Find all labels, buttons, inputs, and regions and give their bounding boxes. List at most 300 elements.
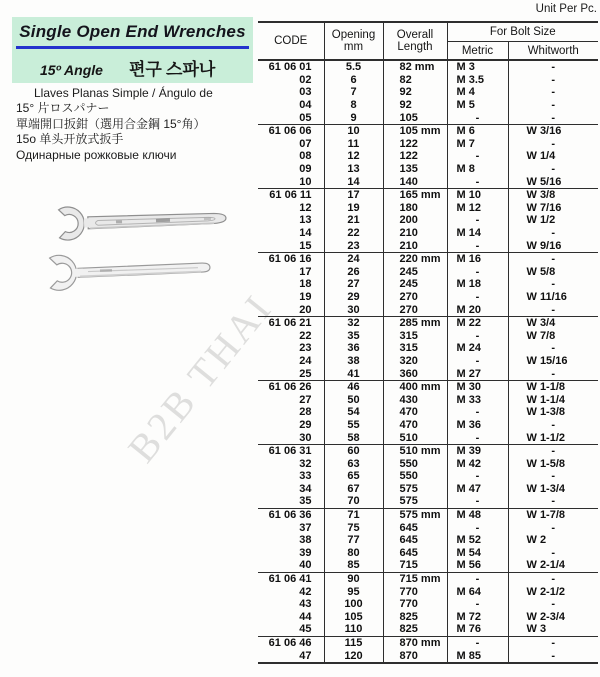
opening-cell: 13 — [324, 163, 383, 176]
opening-cell: 55 — [324, 419, 383, 432]
opening-cell: 50 — [324, 393, 383, 406]
whitworth-cell: W 3/16 — [526, 125, 562, 138]
opening-cell: 100 — [324, 598, 383, 611]
overall-length-cell: 105 mm — [383, 124, 447, 137]
metric-cell: M 30 — [447, 380, 508, 393]
table-row — [258, 202, 598, 215]
overall-length-cell: 645 — [383, 521, 447, 534]
opening-cell: 30 — [324, 303, 383, 316]
metric-cell: - — [447, 291, 508, 304]
code-cell: 24 — [258, 355, 324, 368]
code-cell: 44 — [258, 611, 324, 624]
whitworth-cell: W 3/8 — [526, 189, 556, 202]
opening-cell: 27 — [324, 278, 383, 291]
overall-length-cell: 270 — [383, 303, 447, 316]
metric-cell: - — [447, 406, 508, 419]
opening-cell: 75 — [324, 521, 383, 534]
table-row — [258, 329, 598, 342]
metric-cell: M 47 — [447, 483, 508, 496]
table-row — [258, 431, 598, 444]
table-row — [258, 291, 598, 304]
table-block — [258, 124, 598, 188]
code-cell: 08 — [258, 150, 324, 163]
opening-cell: 23 — [324, 239, 383, 252]
code-cell: 03 — [258, 86, 324, 99]
metric-cell: - — [447, 572, 508, 585]
overall-length-cell: 245 — [383, 278, 447, 291]
table-block — [258, 380, 598, 444]
metric-cell: - — [447, 470, 508, 483]
code-cell: 23 — [258, 342, 324, 355]
whitworth-cell: - — [551, 227, 556, 240]
opening-cell: 14 — [324, 175, 383, 188]
opening-cell: 85 — [324, 559, 383, 572]
code-cell: 61 06 46 — [258, 636, 324, 649]
whitworth-cell: W 7/8 — [526, 329, 556, 342]
metric-cell: M 5 — [447, 99, 508, 112]
metric-cell: M 3 — [447, 60, 508, 74]
overall-length-cell: 82 — [383, 74, 447, 87]
whitworth-cell: W 1/2 — [526, 214, 556, 227]
table-row — [258, 214, 598, 227]
metric-cell: M 56 — [447, 559, 508, 572]
code-cell: 12 — [258, 202, 324, 215]
metric-cell: M 4 — [447, 86, 508, 99]
metric-cell: - — [447, 495, 508, 508]
table-row — [258, 483, 598, 496]
overall-length-cell: 575 — [383, 495, 447, 508]
overall-length-cell: 220 mm — [383, 252, 447, 265]
metric-cell: - — [447, 355, 508, 368]
whitworth-cell: W 9/16 — [526, 239, 562, 252]
metric-cell: M 6 — [447, 124, 508, 137]
overall-length-cell: 645 — [383, 534, 447, 547]
whitworth-cell: - — [551, 163, 556, 176]
overall-length-cell: 870 mm — [383, 636, 447, 649]
code-cell: 04 — [258, 99, 324, 112]
opening-cell: 67 — [324, 483, 383, 496]
metric-cell: M 64 — [447, 585, 508, 598]
metric-cell: - — [447, 598, 508, 611]
code-cell: 34 — [258, 483, 324, 496]
whitworth-cell: - — [551, 99, 556, 112]
table-row — [258, 611, 598, 624]
metric-cell: M 10 — [447, 188, 508, 201]
overall-length-cell: 122 — [383, 150, 447, 163]
opening-cell: 70 — [324, 495, 383, 508]
table-block — [258, 572, 598, 636]
table-row — [258, 547, 598, 560]
table-row — [258, 380, 598, 393]
whitworth-cell: W 1-5/8 — [526, 457, 566, 470]
opening-cell: 54 — [324, 406, 383, 419]
overall-length-cell: 210 — [383, 239, 447, 252]
table-row — [258, 636, 598, 649]
metric-cell: - — [447, 431, 508, 444]
whitworth-cell: W 5/8 — [526, 265, 556, 278]
code-cell: 19 — [258, 291, 324, 304]
overall-length-cell: 270 — [383, 291, 447, 304]
whitworth-cell: W 3/4 — [526, 317, 556, 330]
table-row — [258, 252, 598, 265]
code-cell: 42 — [258, 585, 324, 598]
overall-length-cell: 715 — [383, 559, 447, 572]
code-cell: 28 — [258, 406, 324, 419]
metric-cell: M 27 — [447, 367, 508, 380]
opening-cell: 22 — [324, 227, 383, 240]
whitworth-cell: - — [551, 253, 556, 266]
code-cell: 30 — [258, 431, 324, 444]
overall-length-cell: 200 — [383, 214, 447, 227]
code-cell: 39 — [258, 547, 324, 560]
table-row — [258, 534, 598, 547]
whitworth-cell: - — [551, 278, 556, 291]
table-row — [258, 598, 598, 611]
opening-cell: 77 — [324, 534, 383, 547]
table-row — [258, 444, 598, 457]
column-header-metric: Metric — [447, 42, 508, 61]
opening-cell: 36 — [324, 342, 383, 355]
table-row — [258, 227, 598, 240]
metric-cell: M 52 — [447, 534, 508, 547]
opening-cell: 120 — [324, 649, 383, 663]
metric-cell: M 42 — [447, 457, 508, 470]
opening-cell: 32 — [324, 316, 383, 329]
metric-cell: - — [447, 150, 508, 163]
opening-cell: 63 — [324, 457, 383, 470]
code-cell: 29 — [258, 419, 324, 432]
overall-length-cell: 210 — [383, 227, 447, 240]
code-cell: 14 — [258, 227, 324, 240]
whitworth-cell: - — [551, 61, 556, 74]
metric-cell: M 39 — [447, 444, 508, 457]
metric-cell: - — [447, 521, 508, 534]
table-block — [258, 444, 598, 508]
opening-cell: 38 — [324, 355, 383, 368]
whitworth-cell: - — [551, 418, 556, 431]
code-cell: 61 06 11 — [258, 188, 324, 201]
whitworth-cell: - — [551, 86, 556, 99]
metric-cell: M 36 — [447, 419, 508, 432]
whitworth-cell: W 2-1/2 — [526, 585, 566, 598]
opening-cell: 11 — [324, 138, 383, 151]
table-row — [258, 239, 598, 252]
opening-cell: 65 — [324, 470, 383, 483]
metric-cell: - — [447, 175, 508, 188]
overall-length-cell: 315 — [383, 342, 447, 355]
table-row — [258, 355, 598, 368]
table-row — [258, 278, 598, 291]
whitworth-cell: - — [551, 445, 556, 458]
opening-cell: 26 — [324, 266, 383, 279]
code-cell: 61 06 36 — [258, 508, 324, 521]
whitworth-cell: - — [551, 111, 556, 124]
overall-length-cell: 715 mm — [383, 572, 447, 585]
metric-cell: M 33 — [447, 393, 508, 406]
table-row — [258, 508, 598, 521]
code-cell: 47 — [258, 649, 324, 663]
opening-cell: 24 — [324, 252, 383, 265]
metric-cell: M 54 — [447, 547, 508, 560]
metric-cell: M 8 — [447, 163, 508, 176]
whitworth-cell: W 5/16 — [526, 175, 562, 188]
overall-length-cell: 825 — [383, 623, 447, 636]
table-block — [258, 508, 598, 572]
opening-cell: 46 — [324, 380, 383, 393]
opening-cell: 29 — [324, 291, 383, 304]
metric-cell: M 16 — [447, 252, 508, 265]
opening-cell: 60 — [324, 444, 383, 457]
b2b-thai-watermark: B2B THAI — [118, 285, 282, 471]
opening-cell: 58 — [324, 431, 383, 444]
table-block — [258, 188, 598, 252]
table-row — [258, 559, 598, 572]
table-block — [258, 636, 598, 663]
overall-length-cell: 245 — [383, 266, 447, 279]
overall-length-cell: 770 — [383, 598, 447, 611]
code-cell: 61 06 21 — [258, 316, 324, 329]
code-cell: 05 — [258, 111, 324, 124]
overall-length-cell: 140 — [383, 175, 447, 188]
whitworth-cell: W 1/4 — [526, 150, 556, 163]
table-row — [258, 138, 598, 151]
whitworth-cell: W 7/16 — [526, 201, 562, 214]
table-row — [258, 86, 598, 99]
table-row — [258, 367, 598, 380]
table-row — [258, 175, 598, 188]
code-cell: 35 — [258, 495, 324, 508]
opening-header-line1: Opening — [331, 29, 376, 41]
metric-cell: - — [447, 214, 508, 227]
unit-per-pc-note: Unit Per Pc. — [535, 3, 597, 15]
code-cell: 37 — [258, 521, 324, 534]
metric-cell: - — [447, 266, 508, 279]
table-row — [258, 649, 598, 663]
opening-cell: 71 — [324, 508, 383, 521]
opening-cell: 6 — [324, 74, 383, 87]
metric-cell: - — [447, 239, 508, 252]
opening-cell: 90 — [324, 572, 383, 585]
opening-cell: 5.5 — [324, 60, 383, 74]
table-row — [258, 342, 598, 355]
whitworth-cell: W 1-3/8 — [526, 406, 566, 419]
whitworth-cell: - — [551, 342, 556, 355]
product-title-panel — [12, 17, 253, 83]
metric-cell: M 85 — [447, 649, 508, 663]
table-row — [258, 495, 598, 508]
overall-length-cell: 430 — [383, 393, 447, 406]
column-header-code: CODE — [258, 22, 324, 60]
angle-subtitle — [12, 55, 253, 80]
table-row — [258, 419, 598, 432]
metric-cell: M 20 — [447, 303, 508, 316]
whitworth-cell: - — [551, 637, 556, 650]
overall-length-cell: 510 — [383, 431, 447, 444]
description-spanish: Llaves Planas Simple / Ángulo de — [34, 86, 213, 100]
table-row — [258, 124, 598, 137]
wrench-photo-top — [46, 196, 234, 246]
wrench-spec-table — [258, 21, 598, 664]
overall-length-cell: 180 — [383, 202, 447, 215]
whitworth-cell: - — [551, 303, 556, 316]
whitworth-cell: - — [551, 573, 556, 586]
whitworth-cell: - — [551, 470, 556, 483]
overall-length-cell: 135 — [383, 163, 447, 176]
whitworth-cell: W 1-3/4 — [526, 482, 566, 495]
description-chinese-traditional: 單端開口扳鉗（選用合金鋼 15°角） — [16, 116, 206, 131]
whitworth-cell: - — [551, 649, 556, 662]
whitworth-cell: W 1-1/2 — [526, 431, 566, 444]
table-row — [258, 316, 598, 329]
opening-cell: 41 — [324, 367, 383, 380]
opening-cell: 35 — [324, 329, 383, 342]
code-cell: 20 — [258, 303, 324, 316]
table-block — [258, 60, 598, 124]
code-cell: 45 — [258, 623, 324, 636]
whitworth-cell: W 2-3/4 — [526, 610, 566, 623]
whitworth-cell: - — [551, 546, 556, 559]
code-cell: 61 06 01 — [258, 60, 324, 74]
table-row — [258, 163, 598, 176]
overall-length-cell: 315 — [383, 329, 447, 342]
metric-cell: M 72 — [447, 611, 508, 624]
column-header-opening — [324, 22, 383, 60]
opening-cell: 17 — [324, 188, 383, 201]
code-cell: 40 — [258, 559, 324, 572]
code-cell: 25 — [258, 367, 324, 380]
whitworth-cell: W 3 — [526, 623, 547, 636]
overall-length-cell: 550 — [383, 457, 447, 470]
table-row — [258, 188, 598, 201]
whitworth-cell: - — [551, 521, 556, 534]
table-row — [258, 266, 598, 279]
opening-cell: 12 — [324, 150, 383, 163]
code-cell: 32 — [258, 457, 324, 470]
table-row — [258, 585, 598, 598]
overall-length-cell: 470 — [383, 406, 447, 419]
metric-cell: M 12 — [447, 202, 508, 215]
overall-length-cell: 825 — [383, 611, 447, 624]
description-japanese: 15° 片ロスパナー — [16, 101, 110, 116]
metric-cell: M 76 — [447, 623, 508, 636]
opening-cell: 21 — [324, 214, 383, 227]
whitworth-cell: W 1-1/4 — [526, 393, 566, 406]
overall-length-cell: 320 — [383, 355, 447, 368]
whitworth-cell: W 1-1/8 — [526, 381, 566, 394]
overall-length-cell: 360 — [383, 367, 447, 380]
description-chinese-simplified: 15o 单头开放式扳手 — [16, 132, 124, 147]
opening-cell: 105 — [324, 611, 383, 624]
title-underline — [16, 46, 249, 49]
whitworth-cell: W 11/16 — [526, 290, 567, 303]
overall-length-cell: 122 — [383, 138, 447, 151]
code-cell: 09 — [258, 163, 324, 176]
whitworth-cell: - — [551, 367, 556, 380]
whitworth-cell: W 15/16 — [526, 354, 568, 367]
overall-length-cell: 285 mm — [383, 316, 447, 329]
page-title: Single Open End Wrenches — [19, 22, 246, 41]
overall-header-line2: Length — [397, 41, 433, 53]
table-row — [258, 303, 598, 316]
opening-cell: 19 — [324, 202, 383, 215]
metric-cell: - — [447, 636, 508, 649]
code-cell: 13 — [258, 214, 324, 227]
code-cell: 61 06 41 — [258, 572, 324, 585]
code-cell: 10 — [258, 175, 324, 188]
table-row — [258, 521, 598, 534]
metric-cell: M 7 — [447, 138, 508, 151]
table-row — [258, 99, 598, 112]
code-cell: 61 06 26 — [258, 380, 324, 393]
code-cell: 27 — [258, 393, 324, 406]
opening-cell: 110 — [324, 623, 383, 636]
code-cell: 61 06 16 — [258, 252, 324, 265]
code-cell: 17 — [258, 266, 324, 279]
whitworth-cell: - — [551, 495, 556, 508]
code-cell: 38 — [258, 534, 324, 547]
metric-cell: M 24 — [447, 342, 508, 355]
table-row — [258, 150, 598, 163]
column-header-overall-length — [383, 22, 447, 60]
table-row — [258, 623, 598, 636]
code-cell: 22 — [258, 329, 324, 342]
opening-cell: 9 — [324, 111, 383, 124]
metric-cell: M 3.5 — [447, 74, 508, 87]
opening-cell: 7 — [324, 86, 383, 99]
code-cell: 61 06 31 — [258, 444, 324, 457]
code-cell: 07 — [258, 138, 324, 151]
whitworth-cell: - — [551, 73, 556, 86]
whitworth-cell: - — [551, 598, 556, 611]
overall-length-cell: 165 mm — [383, 188, 447, 201]
whitworth-cell: - — [551, 137, 556, 150]
overall-length-cell: 575 mm — [383, 508, 447, 521]
code-cell: 02 — [258, 74, 324, 87]
column-header-for-bolt-size: For Bolt Size — [447, 22, 598, 42]
opening-cell: 95 — [324, 585, 383, 598]
overall-length-cell: 645 — [383, 547, 447, 560]
metric-cell: M 18 — [447, 278, 508, 291]
angle-korean-label: 편구 스파나 — [128, 60, 216, 79]
code-cell: 61 06 06 — [258, 124, 324, 137]
table-row — [258, 457, 598, 470]
wrench-photo-bottom — [38, 244, 218, 298]
overall-length-cell: 92 — [383, 99, 447, 112]
multilingual-descriptions — [16, 86, 254, 163]
opening-cell: 10 — [324, 124, 383, 137]
overall-length-cell: 550 — [383, 470, 447, 483]
table-row — [258, 393, 598, 406]
table-block — [258, 252, 598, 316]
opening-cell: 8 — [324, 99, 383, 112]
overall-length-cell: 470 — [383, 419, 447, 432]
opening-cell: 80 — [324, 547, 383, 560]
column-header-whitworth: Whitworth — [527, 44, 579, 57]
overall-length-cell: 82 mm — [383, 60, 447, 74]
overall-length-cell: 770 — [383, 585, 447, 598]
overall-length-cell: 400 mm — [383, 380, 447, 393]
metric-cell: - — [447, 329, 508, 342]
table-block — [258, 316, 598, 380]
overall-length-cell: 105 — [383, 111, 447, 124]
overall-length-cell: 870 — [383, 649, 447, 663]
table-row — [258, 470, 598, 483]
code-cell: 18 — [258, 278, 324, 291]
table-row — [258, 111, 598, 124]
overall-header-line1: Overall — [396, 29, 434, 41]
metric-cell: M 14 — [447, 227, 508, 240]
whitworth-cell: W 1-7/8 — [526, 509, 566, 522]
